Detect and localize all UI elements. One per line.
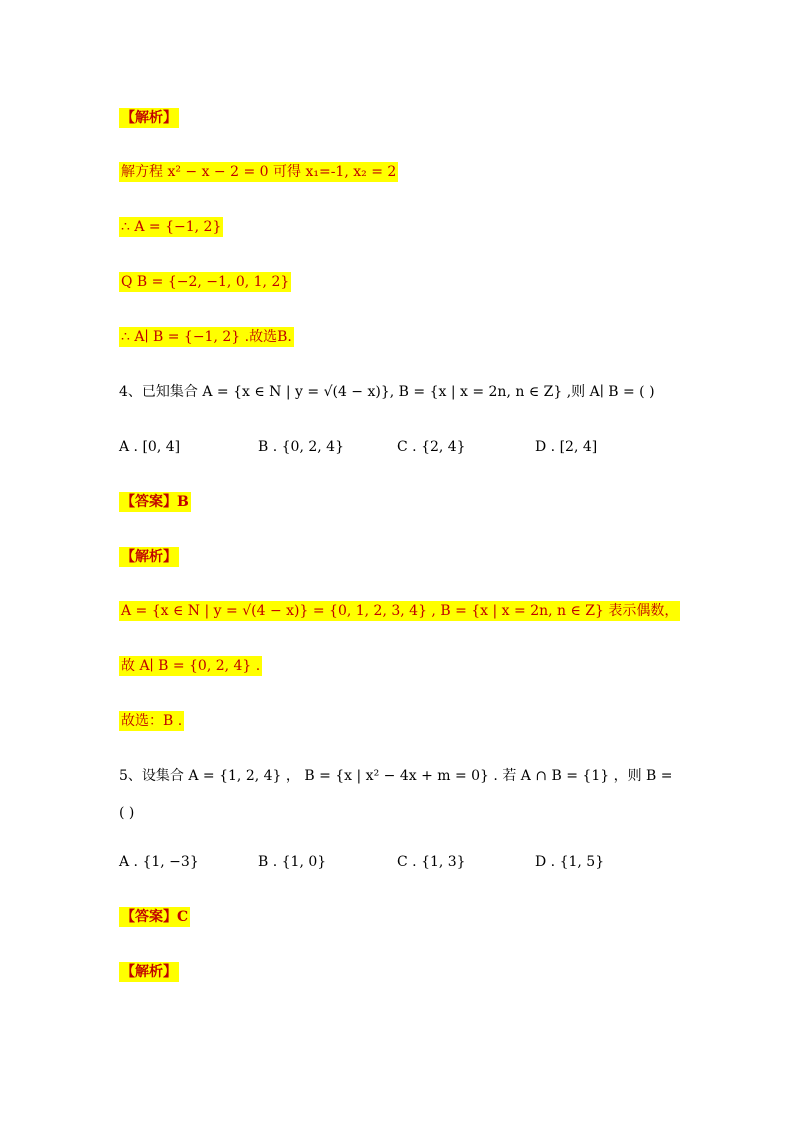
- option-d: D . {1, 5}: [535, 854, 605, 870]
- solution-step-3: Q B = {−2, −1, 0, 1, 2}: [121, 274, 290, 290]
- answer-5: 【答案】C: [121, 909, 189, 925]
- solution-step-4: ∴ A∣ B = {−1, 2} .故选B.: [121, 329, 292, 345]
- analysis-heading-3: 【解析】: [121, 964, 177, 980]
- question-4: 4、已知集合 A = {x ∈ N | y = √(4 − x)}, B = {x | x = 2n, n ∈ Z} ,则 A∣ B = ( ): [119, 384, 655, 400]
- solution-4-line-3: 故选：B .: [121, 713, 183, 729]
- solution-step-1: 解方程 x² − x − 2 = 0 可得 x₁=-1, x₂ = 2: [121, 164, 397, 180]
- option-a: A . {1, −3}: [119, 854, 199, 870]
- solution-step-2: ∴ A = {−1, 2}: [121, 219, 222, 235]
- question-5-line-1: 5、设集合 A = {1, 2, 4} ， B = {x | x² − 4x + m = 0} . 若 A ∩ B = {1} ，则 B =: [119, 768, 673, 784]
- option-b: B . {1, 0}: [258, 854, 327, 870]
- solution-4-line-2: 故 A∣ B = {0, 2, 4} .: [121, 658, 261, 674]
- option-c: C . {2, 4}: [397, 439, 466, 455]
- solution-4-line-1: A = {x ∈ N | y = √(4 − x)} = {0, 1, 2, 3, 4} , B = {x | x = 2n, n ∈ Z} 表示偶数，: [121, 603, 679, 619]
- question-5-line-2: ( ): [119, 805, 135, 821]
- analysis-heading-2: 【解析】: [121, 549, 177, 565]
- option-b: B . {0, 2, 4}: [258, 439, 344, 455]
- option-a: A . [0, 4]: [119, 439, 181, 455]
- answer-4: 【答案】B: [121, 494, 189, 510]
- option-c: C . {1, 3}: [397, 854, 466, 870]
- analysis-heading: 【解析】: [121, 110, 177, 126]
- option-d: D . [2, 4]: [535, 439, 598, 455]
